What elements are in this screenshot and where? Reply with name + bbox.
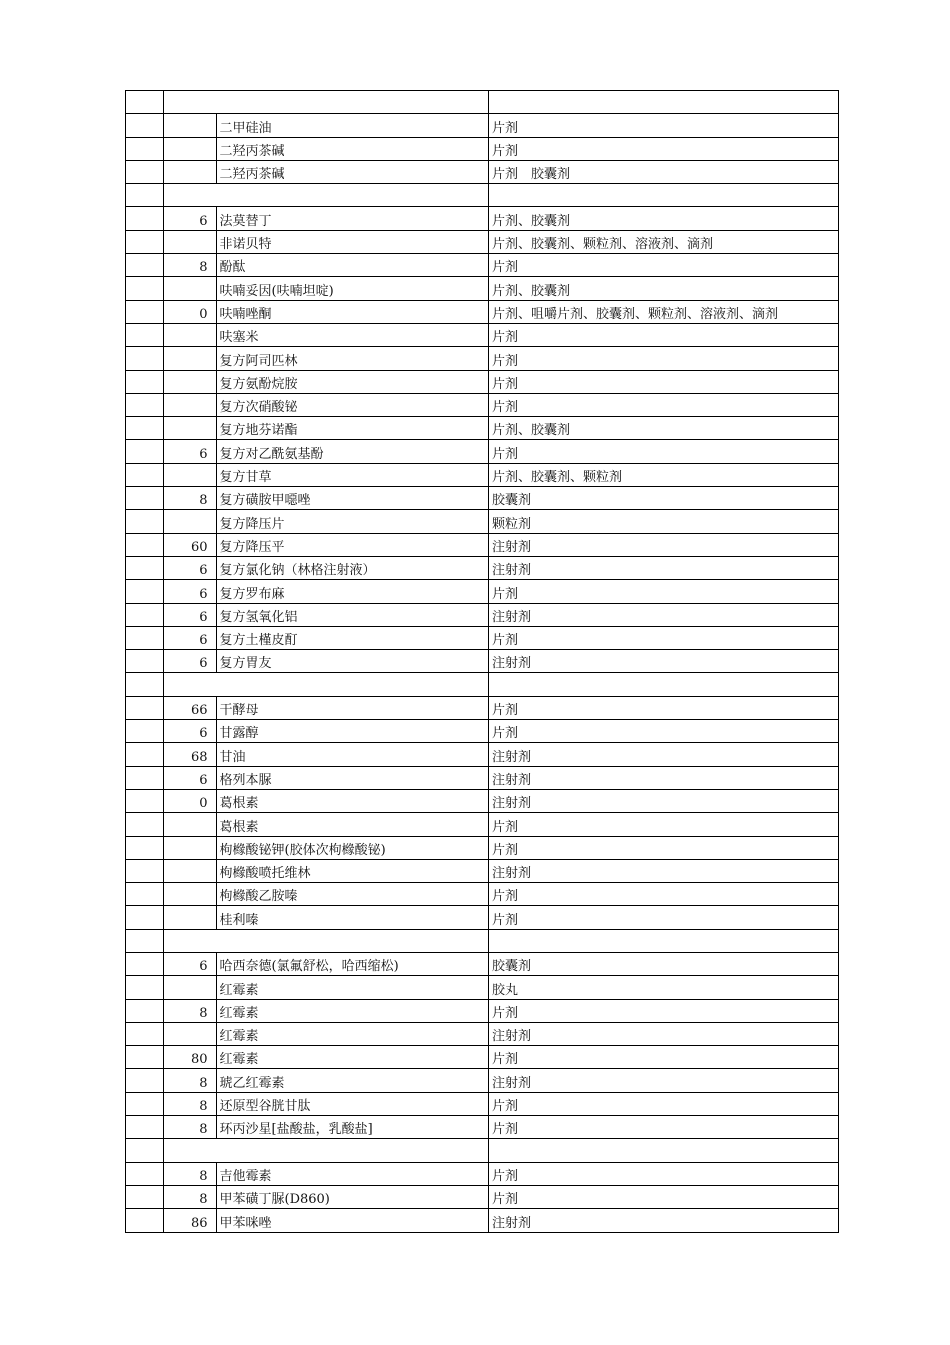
drug-name-cell: 二羟丙茶碱 [216, 137, 489, 160]
row-marker-cell [126, 300, 164, 323]
dosage-form-cell: 片剂 [489, 813, 839, 836]
table-row [126, 533, 839, 556]
dosage-form-cell: 片剂 [489, 999, 839, 1022]
number-cell [164, 976, 217, 999]
number-cell: 68 [164, 743, 217, 766]
dosage-form-cell: 片剂、胶囊剂 [489, 417, 839, 440]
table-row [126, 230, 839, 253]
drug-name-cell: 复方对乙酰氨基酚 [216, 440, 489, 463]
dosage-form-cell: 片剂、胶囊剂 [489, 207, 839, 230]
drug-name-cell: 酚酞 [216, 254, 489, 277]
drug-name-cell: 枸橼酸铋钾(胶体次枸橼酸铋) [216, 836, 489, 859]
number-cell [164, 114, 217, 137]
drug-name-cell: 呋塞米 [216, 323, 489, 346]
drug-name-cell [216, 673, 489, 696]
number-cell [164, 929, 217, 952]
drug-name-cell: 复方磺胺甲噁唑 [216, 487, 489, 510]
row-marker-cell [126, 976, 164, 999]
dosage-form-cell [489, 673, 839, 696]
drug-name-cell: 复方阿司匹林 [216, 347, 489, 370]
dosage-form-cell: 片剂 [489, 626, 839, 649]
drug-list-table [125, 90, 839, 1233]
number-cell: 8 [164, 999, 217, 1022]
table-row [126, 556, 839, 579]
table-row [126, 720, 839, 743]
number-cell [164, 883, 217, 906]
table-row [126, 603, 839, 626]
number-cell [164, 137, 217, 160]
row-marker-cell [126, 254, 164, 277]
drug-name-cell: 复方降压片 [216, 510, 489, 533]
dosage-form-cell: 注射剂 [489, 1069, 839, 1092]
table-row [126, 137, 839, 160]
table-row [126, 160, 839, 183]
row-marker-cell [126, 440, 164, 463]
dosage-form-cell: 片剂 [489, 393, 839, 416]
row-marker-cell [126, 999, 164, 1022]
drug-name-cell: 还原型谷胱甘肽 [216, 1092, 489, 1115]
number-cell: 6 [164, 603, 217, 626]
group-header-row [126, 91, 839, 114]
dosage-form-cell: 片剂、咀嚼片剂、胶囊剂、颗粒剂、溶液剂、滴剂 [489, 300, 839, 323]
dosage-form-cell: 胶囊剂 [489, 487, 839, 510]
table-row [126, 580, 839, 603]
number-cell [164, 859, 217, 882]
dosage-form-cell: 注射剂 [489, 650, 839, 673]
row-marker-cell [126, 952, 164, 975]
drug-name-cell: 葛根素 [216, 789, 489, 812]
dosage-form-cell: 片剂 胶囊剂 [489, 160, 839, 183]
row-marker-cell [126, 813, 164, 836]
table-row [126, 277, 839, 300]
table-row [126, 1069, 839, 1092]
dosage-form-cell: 片剂 [489, 323, 839, 346]
table-row [126, 1185, 839, 1208]
drug-name-cell: 枸橼酸喷托维林 [216, 859, 489, 882]
number-cell [164, 673, 217, 696]
drug-name-cell [216, 1139, 489, 1162]
table-row [126, 1092, 839, 1115]
dosage-form-cell [489, 1139, 839, 1162]
dosage-form-cell: 片剂、胶囊剂 [489, 277, 839, 300]
table-row [126, 696, 839, 719]
dosage-form-cell: 注射剂 [489, 743, 839, 766]
number-cell: 6 [164, 650, 217, 673]
drug-name-cell: 非诺贝特 [216, 230, 489, 253]
number-cell: 6 [164, 720, 217, 743]
dosage-form-cell: 片剂 [489, 254, 839, 277]
dosage-form-cell: 片剂 [489, 1092, 839, 1115]
number-cell: 8 [164, 1069, 217, 1092]
drug-name-cell: 复方氯化钠（林格注射液） [216, 556, 489, 579]
table-row [126, 650, 839, 673]
number-cell [164, 323, 217, 346]
dosage-form-cell [489, 91, 839, 114]
row-marker-cell [126, 906, 164, 929]
row-marker-cell [126, 603, 164, 626]
dosage-form-cell: 注射剂 [489, 789, 839, 812]
dosage-form-cell: 片剂 [489, 836, 839, 859]
number-cell [164, 91, 217, 114]
row-marker-cell [126, 91, 164, 114]
drug-name-cell: 红霉素 [216, 999, 489, 1022]
row-marker-cell [126, 510, 164, 533]
number-cell: 0 [164, 789, 217, 812]
table-row [126, 789, 839, 812]
table-row [126, 1022, 839, 1045]
number-cell: 66 [164, 696, 217, 719]
row-marker-cell [126, 929, 164, 952]
drug-name-cell: 红霉素 [216, 1046, 489, 1069]
table-row [126, 254, 839, 277]
row-marker-cell [126, 580, 164, 603]
table-row [126, 487, 839, 510]
table-row [126, 370, 839, 393]
drug-name-cell: 甲苯咪唑 [216, 1209, 489, 1232]
drug-name-cell: 桂利嗪 [216, 906, 489, 929]
dosage-form-cell: 注射剂 [489, 1022, 839, 1045]
number-cell: 6 [164, 556, 217, 579]
number-cell: 0 [164, 300, 217, 323]
number-cell: 6 [164, 440, 217, 463]
number-cell [164, 906, 217, 929]
row-marker-cell [126, 1139, 164, 1162]
dosage-form-cell: 注射剂 [489, 603, 839, 626]
row-marker-cell [126, 859, 164, 882]
row-marker-cell [126, 184, 164, 207]
row-marker-cell [126, 1185, 164, 1208]
number-cell: 8 [164, 1162, 217, 1185]
dosage-form-cell: 片剂 [489, 347, 839, 370]
table-row [126, 976, 839, 999]
table-row [126, 626, 839, 649]
number-cell [164, 1022, 217, 1045]
number-cell [164, 510, 217, 533]
row-marker-cell [126, 207, 164, 230]
drug-name-cell: 复方降压平 [216, 533, 489, 556]
number-cell [164, 160, 217, 183]
drug-name-cell: 复方地芬诺酯 [216, 417, 489, 440]
drug-name-cell: 葛根素 [216, 813, 489, 836]
number-cell [164, 230, 217, 253]
row-marker-cell [126, 556, 164, 579]
table-row [126, 906, 839, 929]
row-marker-cell [126, 1209, 164, 1232]
table-row [126, 510, 839, 533]
table-row [126, 417, 839, 440]
row-marker-cell [126, 277, 164, 300]
dosage-form-cell: 片剂、胶囊剂、颗粒剂 [489, 463, 839, 486]
drug-name-cell: 复方次硝酸铋 [216, 393, 489, 416]
row-marker-cell [126, 883, 164, 906]
number-cell: 6 [164, 580, 217, 603]
drug-name-cell: 甘露醇 [216, 720, 489, 743]
group-header-row [126, 673, 839, 696]
number-cell [164, 347, 217, 370]
row-marker-cell [126, 696, 164, 719]
dosage-form-cell: 片剂 [489, 1185, 839, 1208]
dosage-form-cell: 片剂 [489, 696, 839, 719]
drug-name-cell: 哈西奈德(氯氟舒松，哈西缩松) [216, 952, 489, 975]
dosage-form-cell: 片剂 [489, 137, 839, 160]
table-row [126, 883, 839, 906]
dosage-form-cell: 片剂、胶囊剂、颗粒剂、溶液剂、滴剂 [489, 230, 839, 253]
row-marker-cell [126, 1046, 164, 1069]
number-cell [164, 184, 217, 207]
group-header-row [126, 184, 839, 207]
table-row [126, 859, 839, 882]
drug-name-cell: 红霉素 [216, 1022, 489, 1045]
drug-name-cell: 复方土槿皮酊 [216, 626, 489, 649]
drug-name-cell: 复方罗布麻 [216, 580, 489, 603]
dosage-form-cell: 片剂 [489, 720, 839, 743]
dosage-form-cell: 片剂 [489, 906, 839, 929]
row-marker-cell [126, 650, 164, 673]
number-cell [164, 370, 217, 393]
group-header-row [126, 1139, 839, 1162]
table-row [126, 440, 839, 463]
dosage-form-cell: 注射剂 [489, 859, 839, 882]
table-row [126, 393, 839, 416]
drug-name-cell: 法莫替丁 [216, 207, 489, 230]
table-row [126, 1046, 839, 1069]
number-cell: 8 [164, 1092, 217, 1115]
row-marker-cell [126, 533, 164, 556]
number-cell: 8 [164, 1116, 217, 1139]
number-cell: 8 [164, 1185, 217, 1208]
dosage-form-cell: 片剂 [489, 114, 839, 137]
number-cell [164, 1139, 217, 1162]
row-marker-cell [126, 323, 164, 346]
dosage-form-cell: 注射剂 [489, 1209, 839, 1232]
dosage-form-cell: 片剂 [489, 370, 839, 393]
dosage-form-cell: 片剂 [489, 1046, 839, 1069]
number-cell: 6 [164, 207, 217, 230]
number-cell [164, 417, 217, 440]
drug-name-cell: 琥乙红霉素 [216, 1069, 489, 1092]
row-marker-cell [126, 1069, 164, 1092]
row-marker-cell [126, 766, 164, 789]
drug-name-cell: 二甲硅油 [216, 114, 489, 137]
number-cell: 6 [164, 766, 217, 789]
dosage-form-cell: 片剂 [489, 1116, 839, 1139]
table-row [126, 1116, 839, 1139]
table-row [126, 347, 839, 370]
number-cell [164, 813, 217, 836]
drug-name-cell: 枸橼酸乙胺嗪 [216, 883, 489, 906]
drug-name-cell: 呋喃妥因(呋喃坦啶) [216, 277, 489, 300]
row-marker-cell [126, 230, 164, 253]
number-cell [164, 393, 217, 416]
row-marker-cell [126, 1092, 164, 1115]
drug-name-cell [216, 929, 489, 952]
dosage-form-cell [489, 929, 839, 952]
number-cell: 8 [164, 487, 217, 510]
table-row [126, 323, 839, 346]
dosage-form-cell: 片剂 [489, 883, 839, 906]
drug-name-cell: 甲苯磺丁脲(D860) [216, 1185, 489, 1208]
dosage-form-cell: 注射剂 [489, 533, 839, 556]
dosage-form-cell: 片剂 [489, 580, 839, 603]
drug-name-cell: 干酵母 [216, 696, 489, 719]
drug-name-cell: 二羟丙茶碱 [216, 160, 489, 183]
table-row [126, 1162, 839, 1185]
row-marker-cell [126, 160, 164, 183]
table-row [126, 813, 839, 836]
table-row [126, 836, 839, 859]
number-cell [164, 277, 217, 300]
table-row [126, 1209, 839, 1232]
row-marker-cell [126, 463, 164, 486]
row-marker-cell [126, 673, 164, 696]
number-cell: 6 [164, 626, 217, 649]
row-marker-cell [126, 720, 164, 743]
drug-name-cell: 复方胃友 [216, 650, 489, 673]
number-cell: 60 [164, 533, 217, 556]
dosage-form-cell: 注射剂 [489, 766, 839, 789]
row-marker-cell [126, 487, 164, 510]
drug-name-cell: 呋喃唑酮 [216, 300, 489, 323]
table-row [126, 463, 839, 486]
number-cell: 8 [164, 254, 217, 277]
drug-name-cell: 吉他霉素 [216, 1162, 489, 1185]
row-marker-cell [126, 743, 164, 766]
drug-name-cell: 复方氨酚烷胺 [216, 370, 489, 393]
number-cell: 80 [164, 1046, 217, 1069]
drug-name-cell: 甘油 [216, 743, 489, 766]
number-cell [164, 836, 217, 859]
number-cell: 6 [164, 952, 217, 975]
table-row [126, 952, 839, 975]
dosage-form-cell: 颗粒剂 [489, 510, 839, 533]
dosage-form-cell: 片剂 [489, 440, 839, 463]
row-marker-cell [126, 836, 164, 859]
row-marker-cell [126, 1116, 164, 1139]
drug-list-body [126, 91, 839, 1233]
drug-name-cell: 复方氢氧化铝 [216, 603, 489, 626]
drug-name-cell [216, 91, 489, 114]
drug-name-cell: 环丙沙星[盐酸盐，乳酸盐] [216, 1116, 489, 1139]
number-cell: 86 [164, 1209, 217, 1232]
drug-name-cell [216, 184, 489, 207]
row-marker-cell [126, 114, 164, 137]
row-marker-cell [126, 370, 164, 393]
table-row [126, 207, 839, 230]
drug-name-cell: 复方甘草 [216, 463, 489, 486]
drug-name-cell: 红霉素 [216, 976, 489, 999]
table-row [126, 300, 839, 323]
dosage-form-cell: 片剂 [489, 1162, 839, 1185]
table-row [126, 743, 839, 766]
row-marker-cell [126, 347, 164, 370]
dosage-form-cell: 胶囊剂 [489, 952, 839, 975]
row-marker-cell [126, 626, 164, 649]
row-marker-cell [126, 137, 164, 160]
number-cell [164, 463, 217, 486]
dosage-form-cell [489, 184, 839, 207]
row-marker-cell [126, 1162, 164, 1185]
group-header-row [126, 929, 839, 952]
row-marker-cell [126, 789, 164, 812]
row-marker-cell [126, 393, 164, 416]
row-marker-cell [126, 1022, 164, 1045]
table-row [126, 766, 839, 789]
dosage-form-cell: 注射剂 [489, 556, 839, 579]
table-row [126, 114, 839, 137]
dosage-form-cell: 胶丸 [489, 976, 839, 999]
table-row [126, 999, 839, 1022]
row-marker-cell [126, 417, 164, 440]
drug-name-cell: 格列本脲 [216, 766, 489, 789]
